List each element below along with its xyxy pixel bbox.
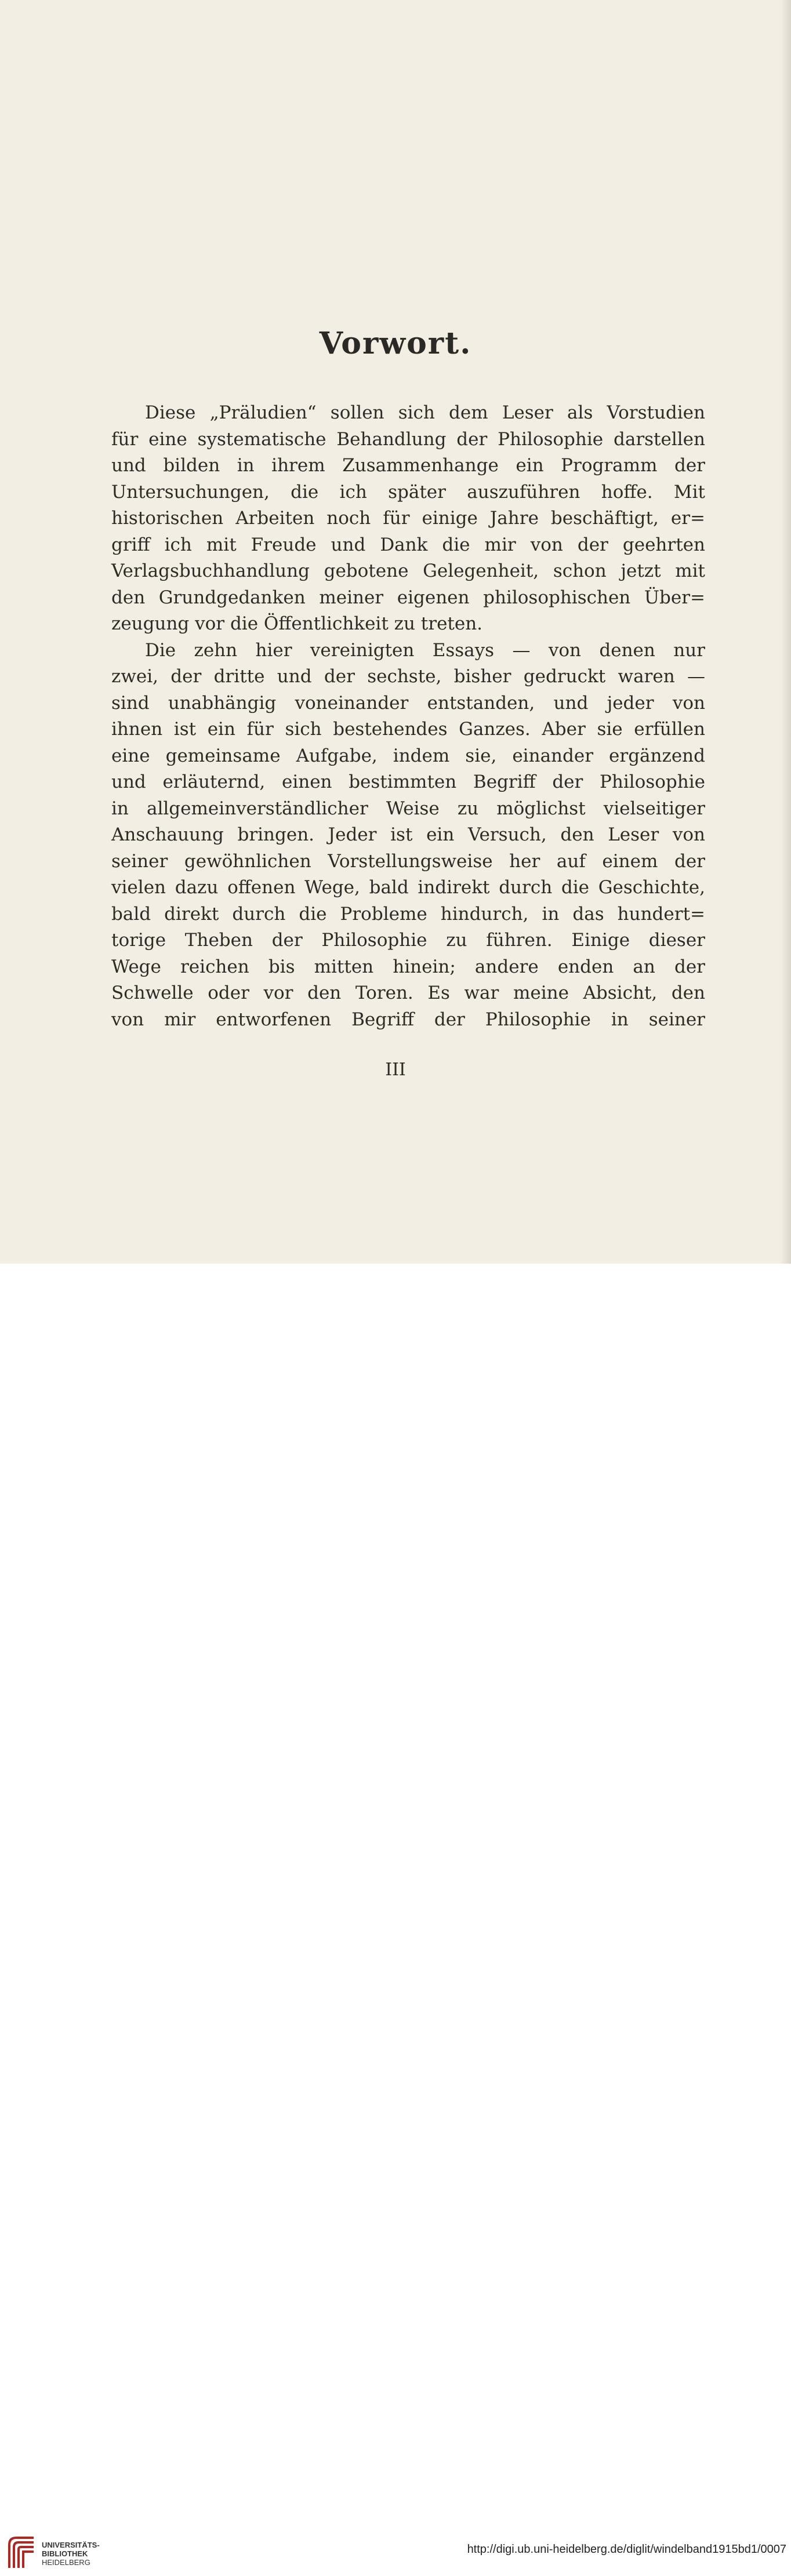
text-line: von mir entworfenen Begriff der Philosophie in seiner (111, 1009, 705, 1030)
text-line: bald direkt durch die Probleme hindurch, in das hundert= (111, 903, 705, 925)
text-line: Wege reichen bis mitten hinein; andere enden an der (111, 956, 705, 977)
source-url[interactable]: http://digi.ub.uni-heidelberg.de/diglit/windelband1915bd1/0007 (467, 2543, 786, 2556)
page-title: Vorwort. (319, 326, 472, 361)
library-name (42, 2541, 100, 2567)
text-line: und bilden in ihrem Zusammenhange ein Programm der (111, 455, 705, 476)
text-line: Diese „Präludien“ sollen sich dem Leser als Vorstudien (145, 402, 705, 423)
text-line: eine gemeinsame Aufgabe, indem sie, einander ergänzend (111, 745, 705, 766)
text-line: torige Theben der Philosophie zu führen. Einige dieser (111, 930, 705, 951)
library-name-line: HEIDELBERG (42, 2558, 90, 2567)
text-line: sind unabhängig voneinander entstanden, und jeder von (111, 692, 705, 714)
text-line: seiner gewöhnlichen Vorstellungsweise her auf einem der (111, 850, 705, 872)
text-line: Anschauung bringen. Jeder ist ein Versuch, den Leser von (111, 824, 705, 845)
text-line: griff ich mit Freude und Dank die mir von der geehrten (111, 534, 705, 555)
text-line: zeugung vor die Öffentlichkeit zu treten. (111, 613, 483, 634)
text-line: Schwelle oder vor den Toren. Es war meine Absicht, den (111, 983, 705, 1003)
library-name-line: BIBLIOTHEK (42, 2549, 88, 2558)
library-logo-icon (6, 2534, 38, 2570)
library-name-line: UNIVERSITÄTS- (42, 2541, 100, 2549)
text-line: und erläuternd, einen bestimmten Begriff der Philosophie (111, 772, 705, 792)
text-line: vielen dazu offenen Wege, bald indirekt durch die Geschichte, (111, 877, 705, 898)
text-line: Die zehn hier vereinigten Essays — von denen nur (145, 639, 705, 661)
text-line: für eine systematische Behandlung der Philosophie darstellen (111, 428, 705, 450)
text-line: zwei, der dritte und der sechste, bisher gedruckt waren — (111, 666, 705, 687)
scanned-page (0, 0, 791, 1264)
text-line: ihnen ist ein für sich bestehendes Ganzes. Aber sie erfüllen (111, 719, 705, 740)
text-line: historischen Arbeiten noch für einige Jahre beschäftigt, er= (111, 508, 705, 529)
text-line: Untersuchungen, die ich später auszuführen hoffe. Mit (111, 481, 705, 503)
text-line: den Grundgedanken meiner eigenen philosophischen Über= (111, 587, 705, 608)
viewer-footer (0, 1264, 791, 2567)
body-text (111, 400, 705, 1033)
text-line: Verlagsbuchhandlung gebotene Gelegenheit, schon jetzt mit (111, 561, 705, 581)
text-line: in allgemeinverständlicher Weise zu möglichst vielseitiger (111, 798, 705, 819)
page-number: III (385, 1060, 406, 1080)
